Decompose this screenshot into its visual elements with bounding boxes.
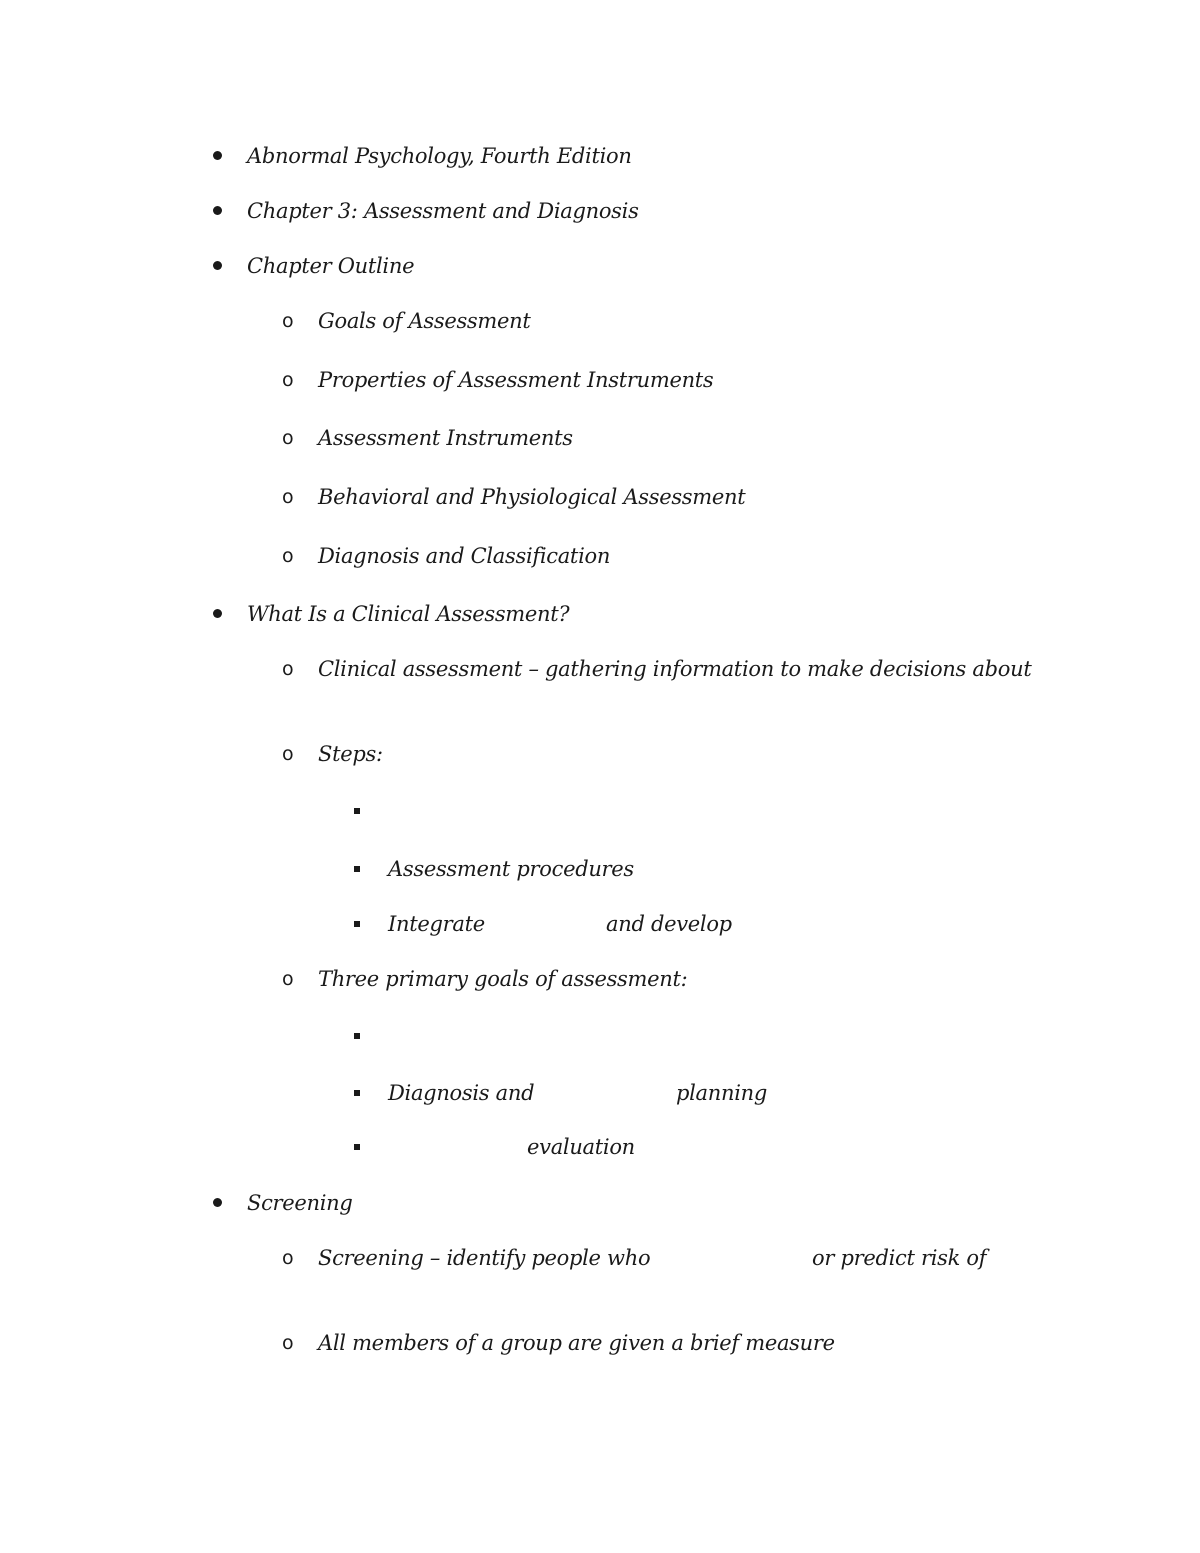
outline-subitem-label: Assessment Instruments (318, 426, 573, 450)
outline-subitem-label: Goals of Assessment (318, 309, 531, 333)
bullet-disc-icon (213, 151, 222, 160)
goals-label: Three primary goals of assessment: (318, 967, 688, 991)
bullet-disc-icon (213, 261, 222, 270)
bullet-circle-icon: o (282, 545, 294, 567)
bullet-disc-icon (213, 1198, 222, 1207)
screening-definition-part: Screening – identify people who (318, 1246, 651, 1270)
goal-label-part: evaluation (527, 1135, 635, 1159)
bullet-circle-icon: o (282, 486, 294, 508)
document-title: Abnormal Psychology, Fourth Edition (247, 144, 632, 168)
bullet-circle-icon: o (282, 1332, 294, 1354)
bullet-circle-icon: o (282, 369, 294, 391)
bullet-circle-icon: o (282, 968, 294, 990)
chapter-title: Chapter 3: Assessment and Diagnosis (247, 199, 639, 223)
clinical-assessment-heading: What Is a Clinical Assessment? (247, 602, 570, 626)
step-label-part: Integrate (388, 912, 485, 936)
steps-label: Steps: (318, 742, 383, 766)
chapter-outline-heading: Chapter Outline (247, 254, 415, 278)
clinical-assessment-definition: Clinical assessment – gathering information to make decisions about (318, 657, 1032, 681)
bullet-circle-icon: o (282, 310, 294, 332)
bullet-square-icon (354, 1090, 360, 1096)
bullet-square-icon (354, 866, 360, 872)
bullet-disc-icon (213, 609, 222, 618)
screening-definition-part: or predict risk of (812, 1246, 987, 1270)
screening-heading: Screening (247, 1191, 353, 1215)
bullet-square-icon (354, 1144, 360, 1150)
bullet-square-icon (354, 921, 360, 927)
bullet-circle-icon: o (282, 658, 294, 680)
bullet-square-icon (354, 808, 360, 814)
step-label-part: and develop (606, 912, 732, 936)
bullet-disc-icon (213, 206, 222, 215)
screening-members: All members of a group are given a brief measure (318, 1331, 835, 1355)
bullet-circle-icon: o (282, 427, 294, 449)
outline-subitem-label: Diagnosis and Classification (318, 544, 611, 568)
goal-label-part: Diagnosis and (388, 1081, 535, 1105)
bullet-circle-icon: o (282, 743, 294, 765)
step-label: Assessment procedures (388, 857, 634, 881)
goal-label-part: planning (676, 1081, 768, 1105)
bullet-circle-icon: o (282, 1247, 294, 1269)
bullet-square-icon (354, 1033, 360, 1039)
outline-subitem-label: Behavioral and Physiological Assessment (318, 485, 746, 509)
outline-subitem-label: Properties of Assessment Instruments (318, 368, 714, 392)
